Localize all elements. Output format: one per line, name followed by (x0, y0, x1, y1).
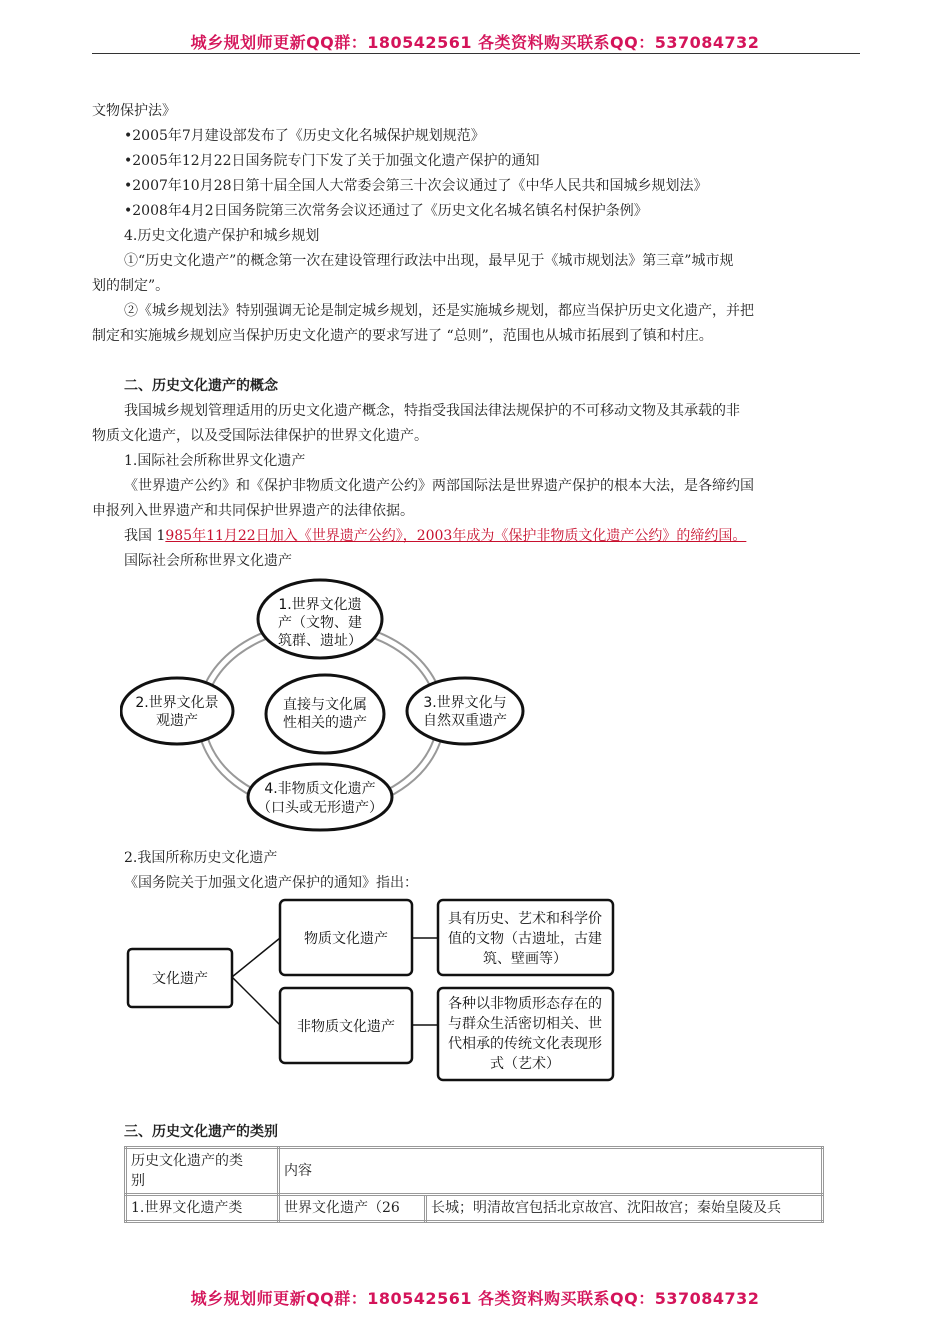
node-text: 2.世界文化景 (135, 695, 219, 711)
text-line: 物质文化遗产，以及受国际法律保护的世界文化遗产。 (92, 428, 428, 444)
cycle-node-top (258, 580, 382, 658)
cycle-diagram (120, 576, 540, 836)
text-line: ②《城乡规划法》特别强调无论是制定城乡规划，还是实施城乡规划，都应当保护历史文化遗产，并把 (124, 303, 754, 319)
table-cell: 1.世界文化遗产类 (126, 1195, 279, 1222)
subheading: 4.历史文化遗产保护和城乡规划 (124, 228, 320, 244)
header-rule (92, 53, 860, 54)
cycle-node-center (266, 675, 384, 753)
caption: 国际社会所称世界文化遗产 (124, 553, 292, 569)
node-text: 物质文化遗产 (304, 931, 388, 947)
category-table (124, 1146, 824, 1223)
node-text: 直接与文化属 (283, 697, 367, 713)
node-text: 筑群、遗址） (278, 633, 362, 649)
bullet-item: •2008年4月2日国务院第三次常务会议还通过了《历史文化名城名镇名村保护条例》 (124, 203, 648, 219)
node-text: 值的文物（古遗址，古建 (448, 931, 602, 947)
section-heading-2: 二、历史文化遗产的概念 (124, 378, 278, 394)
node-text: 自然双重遗产 (423, 713, 507, 729)
node-text: 文化遗产 (152, 971, 208, 987)
cell-text: 别 (131, 1173, 145, 1189)
text-line: 《国务院关于加强文化遗产保护的通知》指出： (124, 875, 418, 891)
subheading: 2.我国所称历史文化遗产 (124, 850, 278, 866)
node-text: （口头或无形遗产） (257, 800, 383, 816)
cycle-node-bottom (248, 764, 392, 830)
tree-branch-intangible (280, 988, 412, 1063)
node-text: 性相关的遗产 (283, 715, 367, 731)
node-text: 3.世界文化与 (423, 695, 507, 711)
node-text: 代相承的传统文化表现形 (448, 1036, 602, 1052)
table-header-cell: 内容 (279, 1148, 823, 1195)
subheading: 1.国际社会所称世界文化遗产 (124, 453, 306, 469)
tree-branch-material (280, 900, 412, 975)
node-text: 式（艺术） (490, 1056, 560, 1072)
text-line: 划的制定”。 (92, 278, 170, 294)
table-row (126, 1195, 823, 1222)
tree-leaf-material (438, 900, 613, 975)
text-line: 申报列入世界遗产和共同保护世界遗产的法律依据。 (92, 503, 414, 519)
bullet-item: •2005年12月22日国务院专门下发了关于加强文化遗产保护的通知 (124, 153, 540, 169)
node-text: 观遗产 (156, 713, 198, 729)
text-line: 文物保护法》 (92, 103, 176, 119)
highlighted-text: 985年11月22日加入《世界遗产公约》，2003年成为《保护非物质文化遗产公约》的缔约国。 (165, 528, 747, 544)
node-text: 各种以非物质形态存在的 (448, 996, 602, 1012)
text-line: ①“历史文化遗产”的概念第一次在建设管理行政法中出现，最早见于《城市规划法》第三章”城市规 (124, 253, 734, 269)
node-text: 产（文物、建 (278, 615, 362, 631)
bullet-item: •2007年10月28日第十届全国人大常委会第三十次会议通过了《中华人民共和国城乡规划法》 (124, 178, 708, 194)
table-cell: 世界文化遗产（26 (279, 1195, 426, 1222)
cycle-node-left (121, 678, 233, 744)
text-line (124, 526, 894, 546)
table-header-row (126, 1148, 823, 1195)
tree-leaf-intangible (438, 988, 613, 1080)
section-heading-3: 三、历史文化遗产的类别 (124, 1124, 278, 1140)
footer-banner: 城乡规划师更新QQ群：180542561 各类资料购买联系QQ：537084732 (190, 1289, 760, 1308)
table-cell: 长城；明清故宫包括北京故宫、沈阳故宫；秦始皇陵及兵 (426, 1195, 823, 1222)
node-text: 1.世界文化遗 (278, 597, 362, 613)
text-prefix: 我国 1 (124, 528, 166, 544)
text-line: 制定和实施城乡规划应当保护历史文化遗产的要求写进了 “总则”，范围也从城市拓展到了镇和村庄。 (92, 328, 713, 344)
cycle-node-right (407, 678, 523, 744)
text-line: 我国城乡规划管理适用的历史文化遗产概念，特指受我国法律法规保护的不可移动文物及其承载的非 (124, 403, 740, 419)
table-header-cell (126, 1148, 279, 1195)
node-text: 具有历史、艺术和科学价 (448, 911, 602, 927)
text-line: 《世界遗产公约》和《保护非物质文化遗产公约》两部国际法是世界遗产保护的根本大法，是各缔约国 (124, 478, 754, 494)
node-text: 非物质文化遗产 (297, 1019, 395, 1035)
node-text: 筑、壁画等） (483, 951, 567, 967)
header-banner: 城乡规划师更新QQ群：180542561 各类资料购买联系QQ：537084732 (190, 33, 760, 52)
node-text: 与群众生活密切相关、世 (448, 1016, 602, 1032)
cell-text: 历史文化遗产的类 (131, 1153, 243, 1169)
tree-diagram (120, 893, 620, 1088)
bullet-item: •2005年7月建设部发布了《历史文化名城保护规划规范》 (124, 128, 485, 144)
tree-root (128, 949, 232, 1007)
node-text: 4.非物质文化遗产 (264, 781, 376, 797)
